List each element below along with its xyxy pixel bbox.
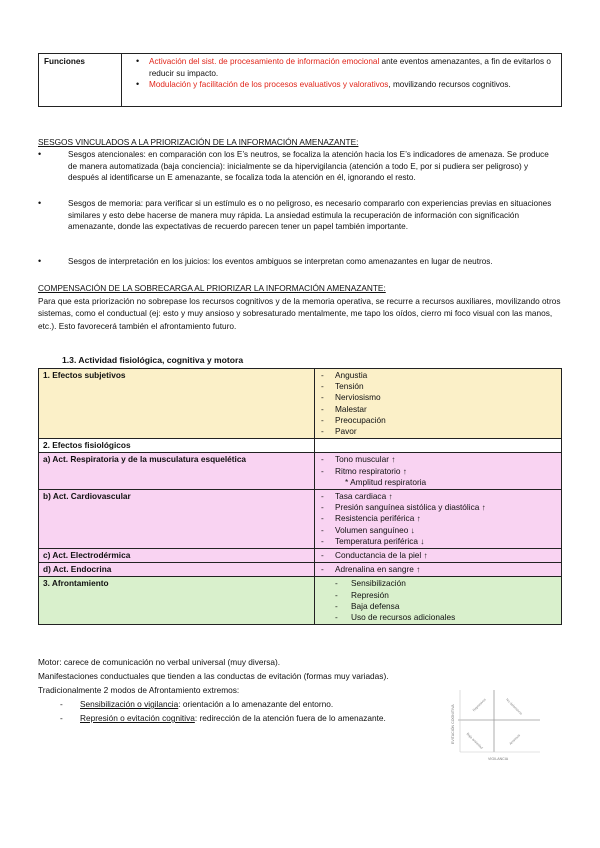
row-label-respiratoria: a) Act. Respiratoria y de la musculatura esquelética (39, 453, 315, 490)
funciones-list-cell (122, 54, 562, 107)
motor-line-3: Tradicionalmente 2 modos de Afrontamiento extremos: (38, 685, 240, 695)
compensacion-text: Para que esta priorización no sobrepase los recursos cognitivos y de la memoria operativa, se recurre a recursos auxiliares, movilizando otros sistemas, como el conductual (ej: esto y muy ansioso y sobresaturado mentalmente, me tapo los oídos, cierro mi foco visual con las manos, etc.). Esto favorecerá también el afrontamiento futuro. (38, 296, 561, 331)
dash-icon: - (60, 699, 63, 709)
bullet-icon: • (38, 198, 42, 208)
list-item: - Baja defensa (319, 601, 557, 612)
diagram-q-br: Ansiosos (508, 733, 522, 746)
amplitud-note: * Amplitud respiratoria (345, 476, 427, 487)
row-label-efectos-subjetivos: 1. Efectos subjetivos (39, 369, 315, 439)
row-label-cardiovascular: b) Act. Cardiovascular (39, 490, 315, 549)
row-label-efectos-fisiologicos: 2. Efectos fisiológicos (39, 439, 315, 453)
diagram-x-label: VIGILANCIA (488, 757, 509, 761)
list-item: - Angustia (319, 370, 557, 381)
list-item: - Preocupación (319, 415, 557, 426)
diagram-q-tr: No defensivos (505, 697, 524, 716)
table-row (39, 549, 562, 563)
funciones-label: Funciones (39, 54, 122, 107)
activity-table (38, 368, 562, 625)
list-item: - Sensibilización (319, 578, 557, 589)
sesgo-interpretacion: Sesgos de interpretación en los juicios: los eventos ambiguos se interpretan como amenazantes en lugar de neutros. (68, 257, 493, 266)
table-row (39, 577, 562, 625)
dash-icon: - (60, 713, 63, 723)
list-item: - Pavor (319, 426, 557, 437)
list-item: - Resistencia periférica ↑ (319, 513, 557, 524)
coping-diagram (444, 686, 544, 766)
sesgo-memoria: Sesgos de memoria: para verificar si un estímulo es o no peligroso, es necesario compararlo con experiencias previas en situaciones similares y esto debe hacerse de manera muy rápida. La ansiedad estimula la recuperación de información con significación amenazante, donde las expectativas de recuerdo parecen tener un papel también importante. (68, 199, 552, 232)
list-item: - Represión (319, 590, 557, 601)
list-item: - Conductancia de la piel ↑ (319, 550, 557, 561)
table-row (39, 490, 562, 549)
list-item: - Ritmo respiratorio ↑ (319, 466, 557, 477)
empty-cell (315, 439, 562, 453)
list-item: - Volumen sanguíneo ↓ (319, 525, 557, 536)
list-item: - Tono muscular ↑ (319, 454, 557, 465)
section-title: 1.3. Actividad fisiológica, cognitiva y motora (62, 355, 244, 365)
table-row (39, 453, 562, 490)
respiratoria-list (315, 453, 562, 490)
motor-line-2: Manifestaciones conductuales que tienden a las conductas de evitación (formas muy variadas). (38, 671, 389, 681)
definition-sensibilizacion: Sensibilización o vigilancia: orientación a lo amenazante del entorno. (80, 699, 334, 709)
row-label-endocrina: d) Act. Endocrina (39, 563, 315, 577)
diagram-q-tl: Represivos (471, 697, 487, 713)
diagram-y-label: EVITACIÓN COGNITIVA (451, 704, 455, 744)
cardiovascular-list (315, 490, 562, 549)
list-item: - Tasa cardiaca ↑ (319, 491, 557, 502)
row-label-electrodermica: c) Act. Electrodérmica (39, 549, 315, 563)
table-row (39, 563, 562, 577)
coping-diagram-svg (444, 686, 544, 766)
afrontamiento-list (315, 577, 562, 625)
sesgos-heading: SESGOS VINCULADOS A LA PRIORIZACIÓN DE LA INFORMACIÓN AMENAZANTE: (38, 137, 359, 147)
compensacion-heading: COMPENSACIÓN DE LA SOBRECARGA AL PRIORIZAR LA INFORMACIÓN AMENAZANTE: (38, 283, 386, 293)
list-item: - Presión sanguínea sistólica y diastólica ↑ (319, 502, 557, 513)
electrodermica-cell (315, 549, 562, 563)
list-item: - Malestar (319, 404, 557, 415)
table-row (39, 439, 562, 453)
list-item: - Tensión (319, 381, 557, 392)
bullet-icon: • (38, 256, 42, 266)
endocrina-cell (315, 563, 562, 577)
diagram-q-bl: Baja ansiedad (465, 731, 484, 750)
funciones-item-1: • Activación del sist. de procesamiento de información emocional ante eventos amenazantes, a fin de evitarlos o reducir su impacto. (149, 56, 556, 79)
table-row (39, 369, 562, 439)
definition-represion: Represión o evitación cognitiva: redirección de la atención fuera de lo amenazante. (80, 713, 386, 723)
funciones-item-2: • Modulación y facilitación de los procesos evaluativos y valorativos, movilizando recursos cognitivos. (149, 79, 556, 91)
list-item: - Uso de recursos adicionales (319, 612, 557, 623)
motor-line-1: Motor: carece de comunicación no verbal universal (muy diversa). (38, 657, 281, 667)
list-item: - Adrenalina en sangre ↑ (319, 564, 557, 575)
list-item: - Nerviosismo (319, 392, 557, 403)
efectos-subjetivos-list (315, 369, 562, 439)
sesgo-atencional: Sesgos atencionales: en comparación con los E’s neutros, se focaliza la atención hacia los E’s indicadores de amenaza. Se produce de manera automatizada (baja conciencia): inicialmente se da hipervigilancia (atención a todo E, por si pudiera ser peligroso) y después al identificarse un E amenazante, se focaliza toda la atención en él, ignorando el resto. (68, 150, 549, 183)
funciones-table (38, 53, 562, 107)
bullet-icon: • (38, 149, 42, 159)
list-item: - Temperatura periférica ↓ (319, 536, 557, 547)
row-label-afrontamiento: 3. Afrontamiento (39, 577, 315, 625)
